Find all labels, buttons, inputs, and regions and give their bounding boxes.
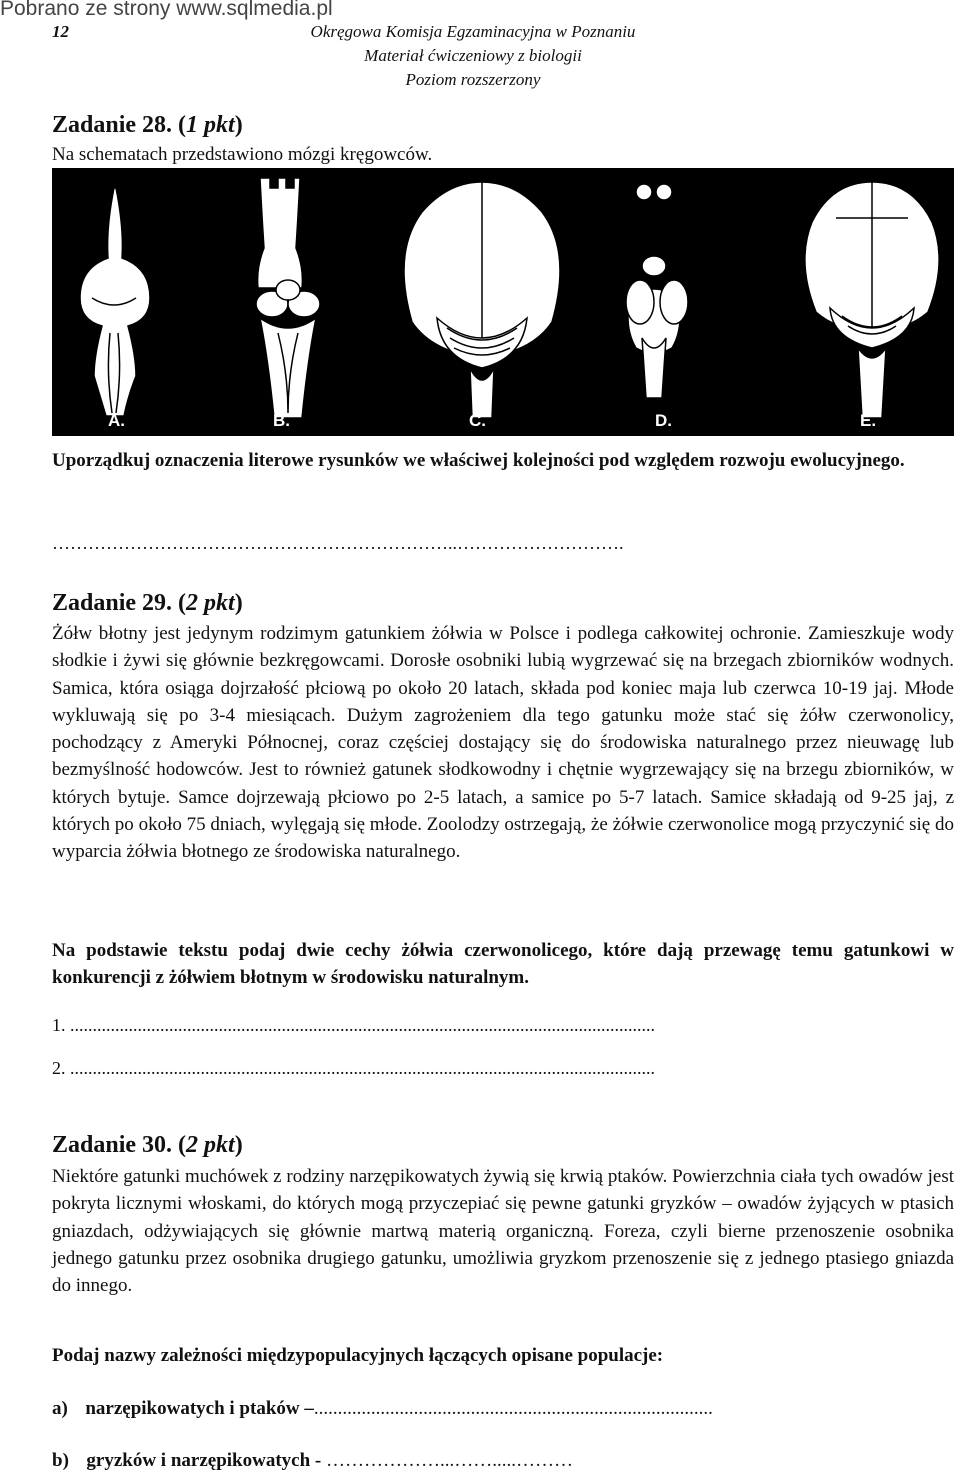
task29-title <box>52 590 243 617</box>
task30-item-b-label: b) <box>52 1450 69 1471</box>
page-number: 12 <box>52 22 69 41</box>
task30-item-b <box>52 1447 954 1474</box>
task30-item-a-text: narzępikowatych i ptaków – <box>85 1398 314 1419</box>
figure-label-d: D. <box>655 411 672 430</box>
brain-diagrams-svg <box>52 168 954 436</box>
source-watermark: Pobrano ze strony www.sqlmedia.pl <box>0 0 333 20</box>
task30-title <box>52 1132 243 1159</box>
figure-label-a: A. <box>108 411 125 430</box>
header-level: Poziom rozszerzony <box>405 70 541 89</box>
brain-a-drawing <box>80 188 150 416</box>
brain-b-drawing <box>256 178 320 418</box>
header-institution: Okręgowa Komisja Egzaminacyjna w Poznaniu <box>310 22 636 41</box>
task28-answer-line[interactable]: …………………………………………………………..………………………. <box>52 533 624 553</box>
header-subject: Materiał ćwiczeniowy z biologii <box>364 46 582 65</box>
task30-number: Zadanie 30. <box>52 1132 173 1158</box>
task28-paren-open: ( <box>178 112 187 138</box>
brain-e-drawing <box>805 182 939 418</box>
task29-paren-close: ) <box>234 590 243 616</box>
brain-c-drawing <box>404 182 560 418</box>
figure-label-c: C. <box>469 411 486 430</box>
task29-text: Żółw błotny jest jedynym rodzimym gatunkiem żółwia w Polsce i podlega całkowitej ochronie. Zamieszkuje wody słodkie i żywi się głównie bezkręgowcami. Dorosłe osobniki lubią wygrzewać się na brzegach zbiorników wodnych. Samica, która osiąga dojrzałość płciową po około 20 latach, składa pod koniec maja lub czerwca 10-19 jaj. Młode wykluwają się po 3-4 miesiącach. Dużym zagrożeniem dla tego gatunku może stać się żółw czerwonolicy, pochodzący z Ameryki Północnej, coraz częściej dostający się do środowiska naturalnego przez nieuwagę lub bezmyślność hodowców. Jest to również gatunek słodkowodny i chętnie wygrzewający się na brzegu zbiorników, w których bytuje. Samce dojrzewają płciowo po 2-5 latach, a samice po 5-7 latach. Samice składają od 9-25 jaj, z których po około 75 dniach, wylęgają się młode. Zoolodzy ostrzegają, że żółwie czerwonolice mogą przyczynić się do wyparcia żółwia błotnego ze środowiska naturalnego. <box>52 623 954 863</box>
task30-item-b-text: gryzków i narzępikowatych - <box>86 1450 322 1471</box>
task29-paren-open: ( <box>178 590 187 616</box>
task28-paren-close: ) <box>234 112 243 138</box>
task28-title <box>52 112 243 139</box>
task28-question: Uporządkuj oznaczenia literowe rysunków we właściwej kolejności pod względem rozwoju ewolucyjnego. <box>52 450 905 471</box>
task28-intro: Na schematach przedstawiono mózgi kręgowców. <box>52 144 433 165</box>
task30-item-b-answer[interactable]: ………………...…….....……… <box>326 1450 573 1471</box>
task29-points: 2 pkt <box>186 590 235 616</box>
task30-paren-close: ) <box>234 1132 243 1158</box>
figure-label-b: B. <box>273 411 290 430</box>
task28-number: Zadanie 28. <box>52 112 173 138</box>
task29-question: Na podstawie tekstu podaj dwie cechy żółwia czerwonolicego, które dają przewagę temu gatunkowi w konkurencji z żółwiem błotnym w środowisku naturalnym. <box>52 940 954 989</box>
figure-label-e: E. <box>860 411 877 430</box>
task29-answer-2[interactable]: 2. .................................................................................................................................. <box>52 1058 655 1078</box>
task30-question: Podaj nazwy zależności międzypopulacyjnych łączących opisane populacje: <box>52 1345 664 1366</box>
task30-points: 2 pkt <box>186 1132 235 1158</box>
task30-text: Niektóre gatunki muchówek z rodziny narzępikowatych żywią się krwią ptaków. Powierzchnia ciała tych owadów jest pokryta licznymi włoskami, do których mogą przyczepiać się pewne gatunki gryzków – owadów żyjących w ptasich gniazdach, odżywiających się głównie martwą materią organiczną. Foreza, czyli bierne przenoszenie osobnika jednego gatunku przez osobnika drugiego gatunku, umożliwia gryzkom przenoszenie się z jednego ptasiego gniazda do innego. <box>52 1166 954 1297</box>
task29-number: Zadanie 29. <box>52 590 173 616</box>
brain-d-drawing <box>626 184 688 398</box>
task30-item-a-answer[interactable]: .................................................................................... <box>313 1398 713 1419</box>
task28-points: 1 pkt <box>186 112 235 138</box>
task30-paren-open: ( <box>178 1132 187 1158</box>
task29-answer-1[interactable]: 1. .................................................................................................................................. <box>52 1015 655 1035</box>
task30-item-a <box>52 1395 954 1422</box>
task30-item-a-label: a) <box>52 1398 68 1419</box>
brain-diagrams-figure <box>52 168 954 436</box>
